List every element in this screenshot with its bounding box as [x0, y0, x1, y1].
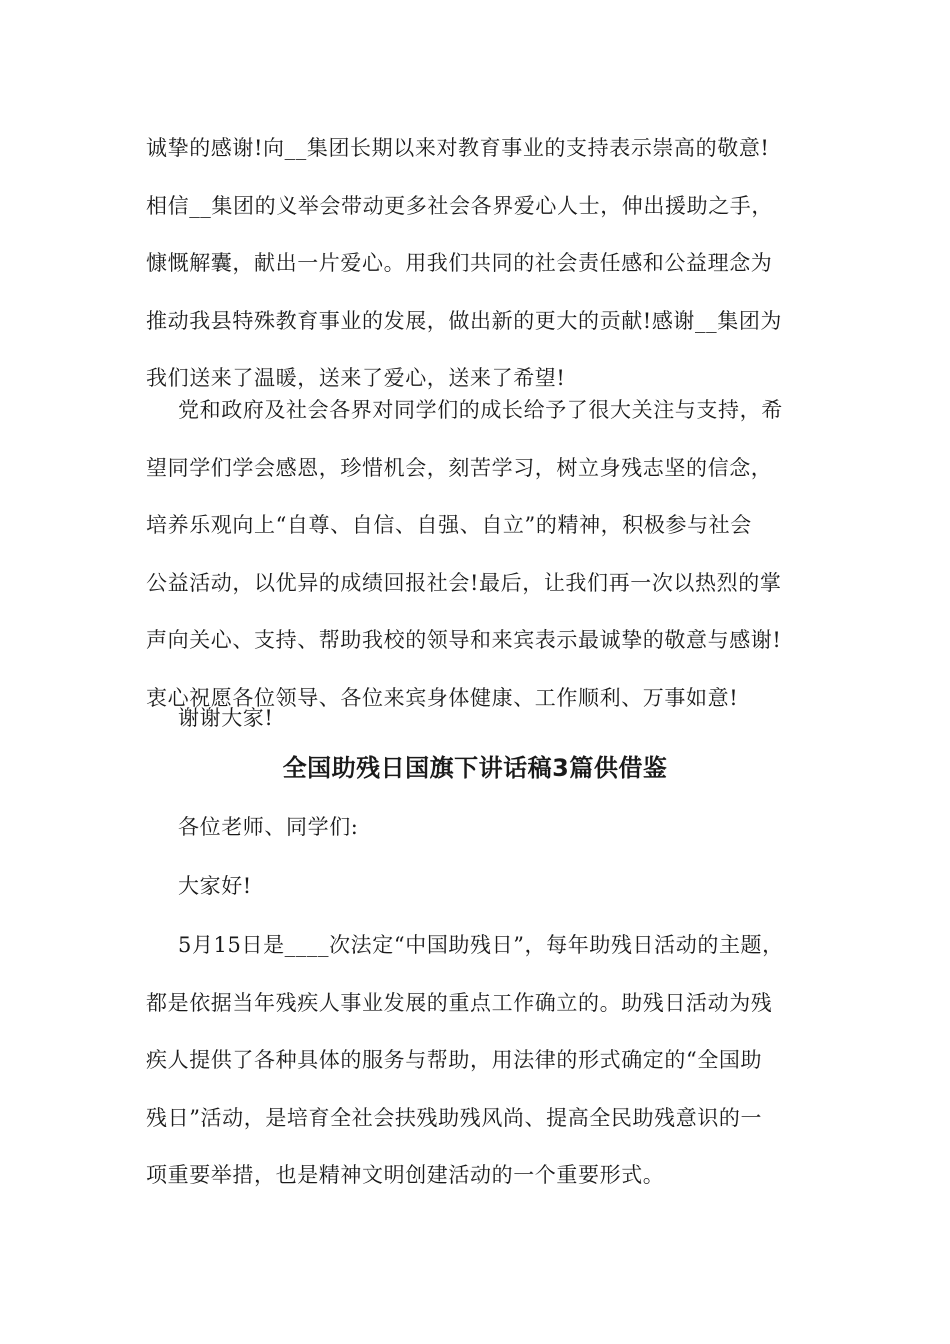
text-line: 党和政府及社会各界对同学们的成长给予了很大关注与支持，希	[178, 398, 783, 422]
text-line: 残日”活动，是培育全社会扶残助残风尚、提高全民助残意识的一	[146, 1105, 763, 1130]
text-line: 都是依据当年残疾人事业发展的重点工作确立的。助残日活动为残	[146, 990, 773, 1015]
text-line: 疾人提供了各种具体的服务与帮助，用法律的形式确定的“全国助	[146, 1048, 763, 1072]
text-line: 公益活动，以优异的成绩回报社会!最后，让我们再一次以热烈的掌	[146, 570, 782, 595]
text-line: 望同学们学会感恩，珍惜机会，刻苦学习，树立身残志坚的信念，	[146, 455, 773, 480]
text-line: 相信__集团的义举会带动更多社会各界爱心人士，伸出援助之手，	[146, 193, 773, 218]
paragraph-support	[146, 382, 836, 727]
hello-line: 大家好!	[178, 874, 252, 898]
paragraph-intro	[146, 917, 836, 1205]
text-line: 5月15日是____次法定“中国助残日”，每年助残日活动的主题，	[178, 933, 784, 957]
text-line: 衷心祝愿各位领导、各位来宾身体健康、工作顺利、万事如意!	[146, 685, 739, 710]
paragraph-continuation	[146, 120, 836, 408]
text-line: 推动我县特殊教育事业的发展，做出新的更大的贡献!感谢__集团为	[146, 308, 783, 333]
text-line: 培养乐观向上“自尊、自信、自强、自立”的精神，积极参与社会	[146, 513, 752, 537]
text-line: 我们送来了温暖，送来了爱心，送来了希望!	[146, 366, 566, 390]
text-line: 项重要举措，也是精神文明创建活动的一个重要形式。	[146, 1163, 665, 1187]
text-line: 声向关心、支持、帮助我校的领导和来宾表示最诚挚的敬意与感谢!	[146, 628, 782, 652]
greeting-line: 各位老师、同学们:	[178, 815, 359, 839]
paragraph-thanks	[146, 690, 836, 748]
paragraph-hello	[146, 858, 836, 916]
thanks-line: 谢谢大家!	[178, 706, 274, 730]
paragraph-greeting	[146, 799, 836, 857]
text-line: 诚挚的感谢!向__集团长期以来对教育事业的支持表示崇高的敬意!	[146, 136, 770, 160]
page-title: 全国助残日国旗下讲话稿3篇供借鉴	[282, 754, 668, 782]
text-line: 慷慨解囊，献出一片爱心。用我们共同的社会责任感和公益理念为	[146, 251, 773, 275]
